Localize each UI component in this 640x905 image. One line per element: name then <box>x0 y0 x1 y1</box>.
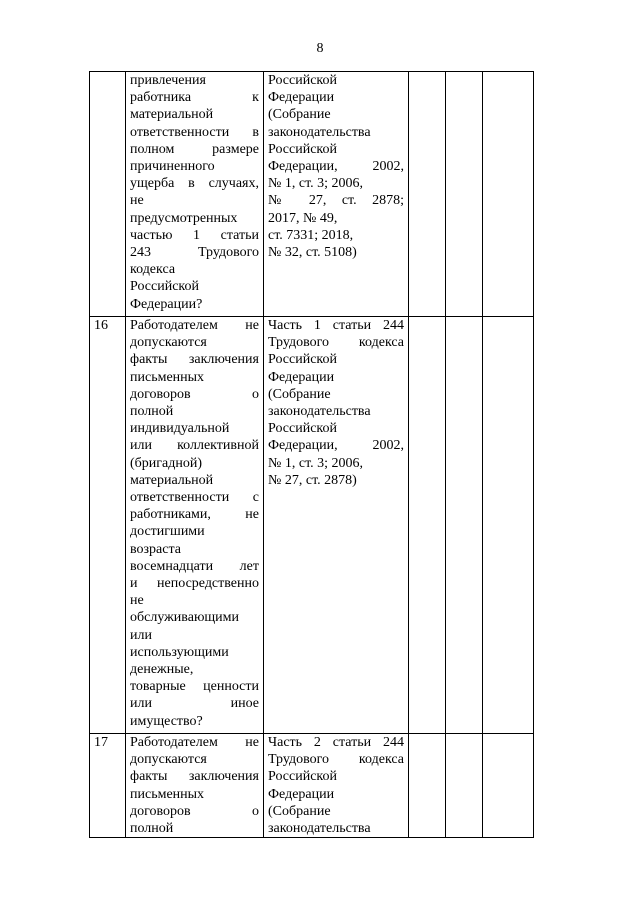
legal-reference-line: Российской <box>268 73 337 88</box>
requirement-line: Российской <box>130 279 199 295</box>
legal-reference-line: № 1, ст. 3; 2006, <box>268 455 364 471</box>
legal-reference-line: законодательства <box>268 821 371 837</box>
legal-reference-line: Трудового кодекса <box>268 752 404 768</box>
requirement-line: имущество? <box>130 713 203 729</box>
legal-reference-line: Российской <box>268 352 337 368</box>
legal-reference-line: Федерации <box>268 369 335 385</box>
requirement-line: частью 1 статьи <box>130 227 259 243</box>
requirement-line: или иное <box>130 696 259 712</box>
legal-reference-cell <box>264 734 409 838</box>
requirement-line: возраста <box>130 541 181 557</box>
legal-reference-line: (Собрание <box>268 107 331 123</box>
requirement-line: полной <box>130 821 174 837</box>
answer-yes-cell[interactable] <box>409 734 446 838</box>
table-body <box>90 72 534 838</box>
requirement-line: восемнадцати лет <box>130 558 259 574</box>
requirement-line: ответственности с <box>130 490 259 506</box>
requirement-line: индивидуальной <box>130 421 230 437</box>
notes-cell[interactable] <box>483 72 534 317</box>
legal-reference-line: Федерации, 2002, <box>268 438 404 454</box>
legal-reference-line: № 27, ст. 2878; <box>268 193 404 209</box>
legal-reference-line: законодательства <box>268 404 371 420</box>
answer-yes-cell[interactable] <box>409 72 446 317</box>
row-number-cell <box>90 72 126 317</box>
legal-reference-line: Российской <box>268 769 337 785</box>
answer-yes-cell[interactable] <box>409 317 446 734</box>
requirement-line: использующими <box>130 644 229 660</box>
legal-reference-line: № 32, ст. 5108) <box>268 245 357 261</box>
row-number-cell: 17 <box>90 734 126 838</box>
table-row <box>90 317 534 734</box>
legal-reference-cell <box>264 72 409 317</box>
requirement-line: (бригадной) <box>130 455 203 471</box>
legal-reference-line: Часть 2 статьи 244 <box>268 735 404 750</box>
requirement-line: Работодателем не <box>130 735 259 750</box>
requirement-line: причиненного <box>130 159 215 175</box>
requirement-line: письменных <box>130 369 205 385</box>
requirement-line: кодекса <box>130 262 176 278</box>
legal-reference-line: Федерации <box>268 90 335 106</box>
requirement-line: привлечения <box>130 73 206 88</box>
requirement-line: ущерба в случаях, <box>130 176 259 192</box>
table-row <box>90 734 534 838</box>
notes-cell[interactable] <box>483 734 534 838</box>
requirement-line: или <box>130 627 152 643</box>
requirement-line: полном размере <box>130 141 259 157</box>
requirement-line: обслуживающими <box>130 610 240 626</box>
requirement-line: договоров о <box>130 803 259 819</box>
requirement-line: ответственности в <box>130 124 259 140</box>
notes-cell[interactable] <box>483 317 534 734</box>
answer-no-cell[interactable] <box>446 317 483 734</box>
requirement-line: и непосредственно <box>130 576 259 592</box>
requirement-line: 243 Трудового <box>130 245 259 261</box>
checklist-table <box>89 71 534 838</box>
legal-reference-line: № 27, ст. 2878) <box>268 472 357 488</box>
legal-reference-cell <box>264 317 409 734</box>
requirement-line: денежные, <box>130 662 194 678</box>
requirement-line: Федерации? <box>130 296 203 312</box>
table-row <box>90 72 534 317</box>
requirement-cell <box>126 734 264 838</box>
legal-reference-line: (Собрание <box>268 803 331 819</box>
requirement-line: полной <box>130 404 174 420</box>
requirement-cell <box>126 72 264 317</box>
answer-no-cell[interactable] <box>446 734 483 838</box>
legal-reference-line: Федерации <box>268 786 335 802</box>
requirement-line: письменных <box>130 786 205 802</box>
legal-reference-line: Федерации, 2002, <box>268 159 404 175</box>
answer-no-cell[interactable] <box>446 72 483 317</box>
requirement-line: факты заключения <box>130 769 259 785</box>
requirement-line: Работодателем не <box>130 318 259 333</box>
requirement-line: материальной <box>130 107 214 123</box>
requirement-line: работника к <box>130 90 259 106</box>
requirement-line: материальной <box>130 472 214 488</box>
requirement-line: работниками, не <box>130 507 259 523</box>
page-number: 8 <box>316 41 324 56</box>
legal-reference-line: Российской <box>268 421 337 437</box>
requirement-line: не <box>130 593 144 609</box>
requirement-line: факты заключения <box>130 352 259 368</box>
legal-reference-line: 2017, № 49, <box>268 210 338 226</box>
requirement-line: предусмотренных <box>130 210 238 226</box>
requirement-line: или коллективной <box>130 438 259 454</box>
requirement-cell <box>126 317 264 734</box>
requirement-line: товарные ценности <box>130 679 259 695</box>
requirement-line: допускаются <box>130 335 207 351</box>
legal-reference-line: Российской <box>268 141 337 157</box>
legal-reference-line: (Собрание <box>268 386 331 402</box>
requirement-line: достигшими <box>130 524 205 540</box>
requirement-line: договоров о <box>130 386 259 402</box>
legal-reference-line: Часть 1 статьи 244 <box>268 318 404 333</box>
legal-reference-line: Трудового кодекса <box>268 335 404 351</box>
row-number-cell: 16 <box>90 317 126 734</box>
legal-reference-line: № 1, ст. 3; 2006, <box>268 176 364 192</box>
legal-reference-line: ст. 7331; 2018, <box>268 227 354 243</box>
requirement-line: допускаются <box>130 752 207 768</box>
legal-reference-line: законодательства <box>268 124 371 140</box>
requirement-line: не <box>130 193 144 209</box>
